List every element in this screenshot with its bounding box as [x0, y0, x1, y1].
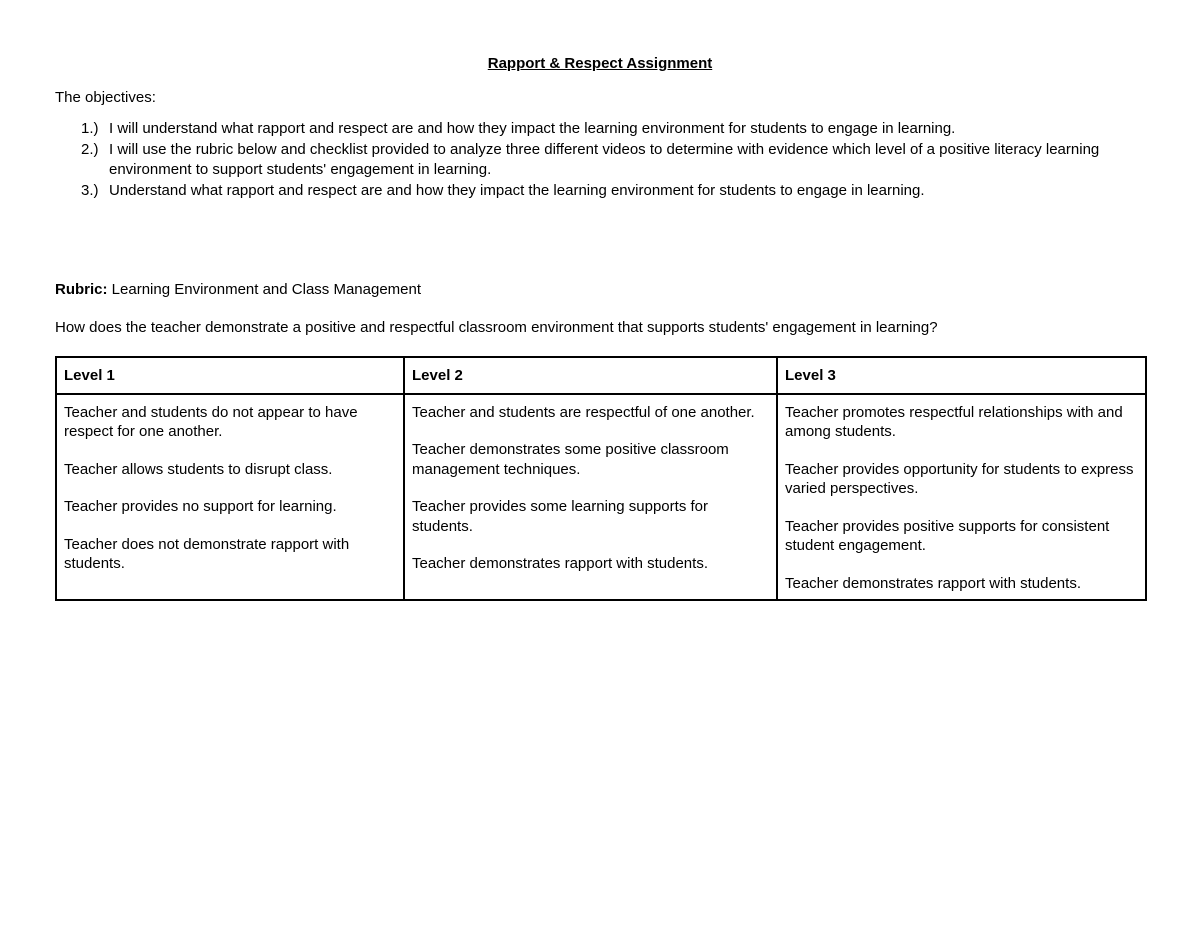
objective-number: 1.) — [81, 120, 99, 137]
objective-number: 3.) — [81, 181, 99, 199]
rubric-name: Learning Environment and Class Management — [107, 281, 422, 298]
objectives-heading: The objectives: — [55, 89, 156, 106]
header-level-2: Level 2 — [404, 357, 777, 394]
criterion-text: Teacher provides positive supports for consistent student engagement. — [785, 517, 1110, 554]
criterion-text: Teacher demonstrates some positive classroom management techniques. — [412, 441, 729, 478]
document-title: Rapport & Respect Assignment — [487, 55, 713, 72]
rubric-heading — [55, 280, 421, 300]
criterion-text: Teacher provides no support for learning. — [64, 498, 337, 515]
header-level-1: Level 1 — [56, 357, 404, 394]
criterion-text: Teacher allows students to disrupt class. — [64, 460, 333, 478]
level-3-cell — [777, 394, 1146, 601]
criterion-text: Teacher and students do not appear to have respect for one another. — [64, 403, 358, 440]
objectives-list — [55, 119, 1145, 201]
rubric-question: How does the teacher demonstrate a positive and respectful classroom environment that supports students' engagement in learning? — [55, 319, 938, 336]
criterion-text: Teacher provides some learning supports for students. — [412, 498, 708, 535]
criterion-text: Teacher demonstrates rapport with students. — [785, 574, 1081, 592]
header-level-3: Level 3 — [777, 357, 1146, 394]
level-2-cell — [404, 394, 777, 601]
objective-item — [55, 119, 1145, 140]
objective-item — [55, 140, 1145, 181]
objective-number: 2.) — [81, 140, 99, 158]
objective-text: I will use the rubric below and checklist provided to analyze three different videos to determine with evidence which level of a positive literacy learning environment to support students' engagement in learning. — [109, 140, 1100, 178]
rubric-body-row — [56, 394, 1146, 601]
criterion-text: Teacher provides opportunity for students to express varied perspectives. — [785, 460, 1134, 497]
objective-text: Understand what rapport and respect are and how they impact the learning environment for students to engage in learning. — [109, 181, 925, 199]
objective-text: I will understand what rapport and respect are and how they impact the learning environment for students to engage in learning. — [109, 120, 956, 137]
objective-item — [55, 181, 1145, 202]
rubric-table — [55, 356, 1147, 601]
criterion-text: Teacher does not demonstrate rapport with students. — [64, 535, 350, 572]
rubric-header-row — [56, 357, 1146, 394]
criterion-text: Teacher promotes respectful relationships with and among students. — [785, 403, 1123, 440]
criterion-text: Teacher and students are respectful of one another. — [412, 403, 755, 421]
rubric-label: Rubric: — [55, 281, 108, 298]
criterion-text: Teacher demonstrates rapport with students. — [412, 555, 708, 572]
level-1-cell — [56, 394, 404, 601]
